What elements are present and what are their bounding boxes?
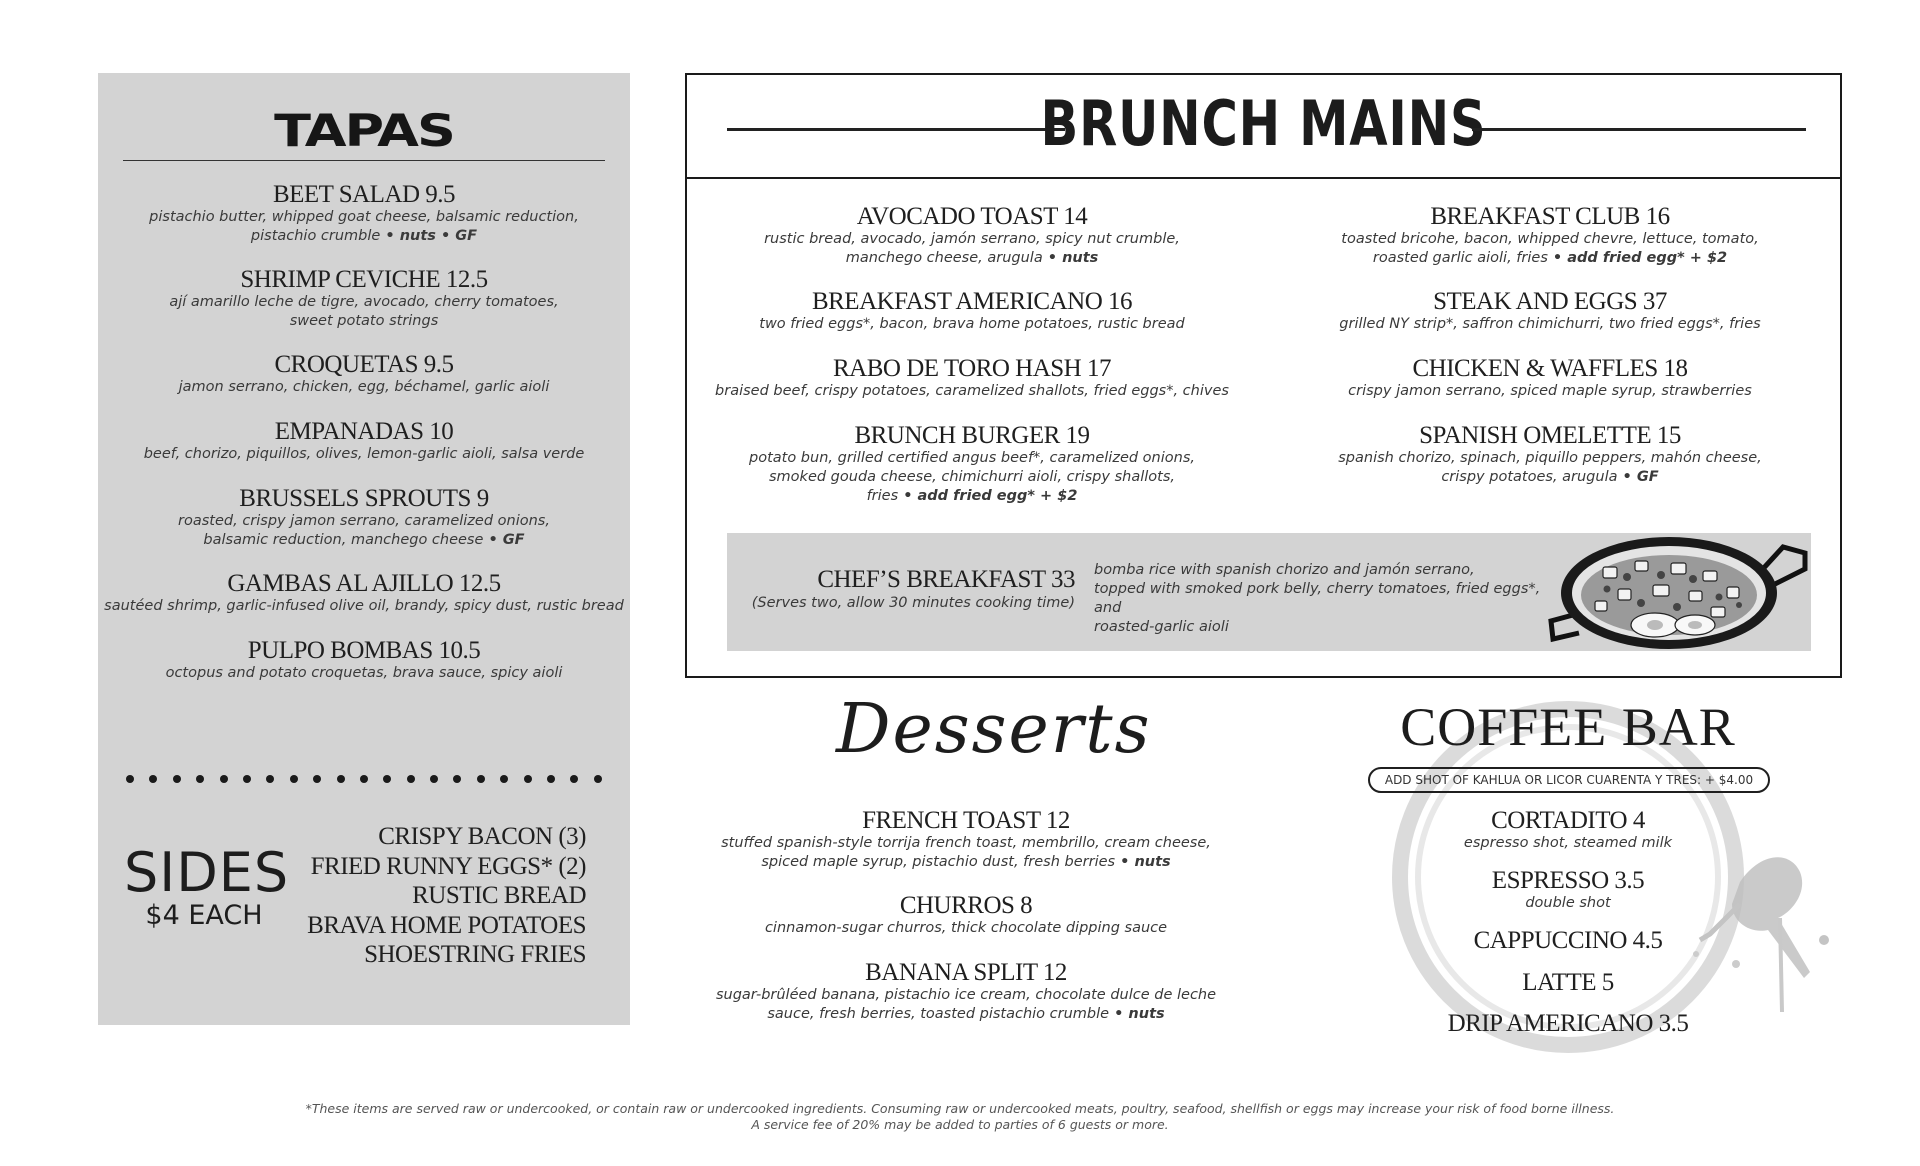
menu-item: [700, 892, 1232, 938]
item-tags: • nuts: [1115, 853, 1171, 870]
sides-list: [307, 822, 586, 970]
item-description: two fried eggs*, bacon, brava home potatoes, rustic bread: [759, 316, 1185, 332]
dot: [407, 775, 415, 783]
dot: [243, 775, 251, 783]
item-description: grilled NY strip*, saffron chimichurri, two fried eggs*, fries: [1339, 316, 1761, 332]
item-description: topped with smoked pork belly, cherry tomatoes, fried eggs*, and: [1094, 580, 1541, 616]
item-description: pistachio crumble: [250, 227, 381, 244]
menu-item: [700, 959, 1232, 1024]
item-name: AVOCADO TOAST 14: [856, 203, 1088, 230]
item-description: sweet potato strings: [289, 312, 439, 329]
side-item: CRISPY BACON (3): [378, 823, 586, 850]
side-item: BRAVA HOME POTATOES: [307, 911, 586, 939]
item-name: PULPO BOMBAS 10.5: [247, 637, 481, 664]
item-description: spanish chorizo, spinach, piquillo peppers, mahón cheese,: [1338, 450, 1762, 466]
dot: [383, 775, 391, 783]
item-name: BANANA SPLIT 12: [865, 959, 1067, 986]
menu-item: [1365, 927, 1771, 954]
dot: [524, 775, 532, 783]
side-item: SHOESTRING FRIES: [364, 941, 586, 968]
brunch-mains-title: BRUNCH MAINS: [1040, 87, 1487, 160]
menu-item: [98, 637, 630, 683]
dot: [173, 775, 181, 783]
dot: [266, 775, 274, 783]
coffee-bar-title: COFFEE BAR: [1400, 697, 1736, 757]
item-name: BEET SALAD 9.5: [272, 181, 456, 208]
menu-item: [1285, 203, 1815, 268]
menu-item: [98, 351, 630, 397]
dot: [430, 775, 438, 783]
item-name: BREAKFAST AMERICANO 16: [811, 288, 1133, 315]
item-description: octopus and potato croquetas, brava sauce, spicy aioli: [165, 665, 563, 681]
item-name: ESPRESSO 3.5: [1491, 867, 1645, 894]
item-name: STEAK AND EGGS 37: [1433, 288, 1667, 315]
item-description: spiced maple syrup, pistachio dust, fresh berries: [761, 853, 1116, 870]
item-name: CORTADITO 4: [1491, 807, 1645, 834]
dot: [360, 775, 368, 783]
item-description: cinnamon-sugar churros, thick chocolate dipping sauce: [764, 920, 1168, 936]
item-name: BRUNCH BURGER 19: [854, 422, 1090, 449]
tapas-divider: [123, 160, 605, 161]
menu-item: [1365, 1010, 1771, 1037]
dot: [290, 775, 298, 783]
item-tags: • add fried egg* + $2: [898, 487, 1078, 504]
menu-item: [1365, 867, 1771, 913]
dot: [547, 775, 555, 783]
item-description: smoked gouda cheese, chimichurri aioli, crispy shallots,: [769, 468, 1175, 485]
menu-item: [1365, 807, 1771, 853]
item-name: BRUSSELS SPROUTS 9: [239, 485, 489, 512]
item-name: SPANISH OMELETTE 15: [1419, 422, 1681, 449]
serving-note: (Serves two, allow 30 minutes cooking time): [751, 595, 1075, 611]
item-name: FRENCH TOAST 12: [862, 807, 1070, 834]
dotted-divider: [126, 773, 602, 785]
desserts-title: Desserts: [836, 690, 1152, 769]
item-name: CHICKEN & WAFFLES 18: [1412, 355, 1688, 382]
dot: [477, 775, 485, 783]
item-tags: • nuts: [1109, 1005, 1165, 1022]
dot: [500, 775, 508, 783]
item-name: GAMBAS AL AJILLO 12.5: [227, 570, 501, 597]
item-description: crispy jamon serrano, spiced maple syrup, strawberries: [1348, 383, 1752, 399]
title-rule-right: [1472, 128, 1806, 131]
item-tags: • nuts: [1042, 249, 1099, 266]
item-description: double shot: [1525, 895, 1611, 911]
item-description: pistachio butter, whipped goat cheese, balsamic reduction,: [149, 209, 579, 225]
dot: [570, 775, 578, 783]
item-description: jamon serrano, chicken, egg, béchamel, garlic aioli: [178, 379, 550, 395]
menu-item: [1285, 422, 1815, 487]
item-name: DRIP AMERICANO 3.5: [1447, 1010, 1689, 1037]
item-description: roasted-garlic aioli: [1094, 618, 1229, 635]
paella-pan-illustration: [1543, 533, 1811, 651]
sides-price: $4 EACH: [145, 900, 263, 931]
raw-food-warning: *These items are served raw or undercooked, or contain raw or undercooked ingredients. Consuming raw or undercooked meats, poultry, seafood, shellfish or eggs may increase your risk of food borne illness.: [305, 1101, 1615, 1116]
item-name: CHEF’S BREAKFAST 33: [817, 566, 1075, 593]
dot: [220, 775, 228, 783]
item-name: CROQUETAS 9.5: [274, 351, 454, 378]
side-item: RUSTIC BREAD: [412, 882, 586, 909]
item-description: potato bun, grilled certified angus beef*, caramelized onions,: [749, 450, 1195, 466]
menu-item: [700, 807, 1232, 872]
item-tags: • add fried egg* + $2: [1547, 249, 1728, 266]
chefs-breakfast-feature: [727, 533, 1811, 651]
menu-item: [707, 288, 1237, 334]
coffee-addon-note: ADD SHOT OF KAHLUA OR LICOR CUARENTA Y TRES: + $4.00: [1368, 767, 1770, 793]
item-tags: • nuts • GF: [380, 227, 478, 244]
item-name: RABO DE TORO HASH 17: [832, 355, 1111, 382]
item-name: EMPANADAS 10: [274, 418, 454, 445]
menu-item: [707, 422, 1237, 506]
tapas-panel: [98, 73, 630, 1025]
item-description: balsamic reduction, manchego cheese: [203, 531, 484, 548]
tapas-title: TAPAS: [274, 105, 454, 157]
item-description: roasted garlic aioli, fries: [1372, 249, 1548, 266]
header-divider: [687, 177, 1840, 179]
item-description: sugar-brûléed banana, pistachio ice cream, chocolate dulce de leche: [715, 987, 1217, 1003]
item-description: manchego cheese, arugula: [845, 249, 1043, 266]
item-name: BREAKFAST CLUB 16: [1430, 203, 1670, 230]
menu-item: [1285, 355, 1815, 401]
item-description: ají amarillo leche de tigre, avocado, cherry tomatoes,: [169, 294, 559, 310]
item-description: roasted, crispy jamon serrano, caramelized onions,: [178, 513, 550, 529]
item-description: espresso shot, steamed milk: [1463, 835, 1673, 851]
item-description: sautéed shrimp, garlic-infused olive oil, brandy, spicy dust, rustic bread: [104, 598, 624, 614]
dot: [313, 775, 321, 783]
dot: [126, 775, 134, 783]
dot: [196, 775, 204, 783]
menu-item: [98, 485, 630, 550]
menu-item: [1365, 969, 1771, 996]
brunch-mains-panel: [685, 73, 1842, 678]
side-item: FRIED RUNNY EGGS* (2): [310, 852, 586, 880]
item-description: sauce, fresh berries, toasted pistachio crumble: [767, 1005, 1110, 1022]
item-name: LATTE 5: [1522, 969, 1614, 996]
service-fee-note: A service fee of 20% may be added to parties of 6 guests or more.: [751, 1117, 1169, 1132]
item-description: toasted bricohe, bacon, whipped chevre, lettuce, tomato,: [1341, 231, 1759, 247]
menu-item: [707, 203, 1237, 268]
dot: [337, 775, 345, 783]
item-tags: • GF: [483, 531, 525, 548]
item-name: CHURROS 8: [899, 892, 1033, 919]
item-name: CAPPUCCINO 4.5: [1473, 927, 1663, 954]
dot: [453, 775, 461, 783]
menu-item: [98, 570, 630, 616]
menu-item: [98, 181, 630, 246]
item-tags: • GF: [1617, 468, 1659, 485]
item-description: stuffed spanish-style torrija french toast, membrillo, cream cheese,: [721, 835, 1211, 851]
menu-item: [707, 355, 1237, 401]
sides-title: SIDES: [124, 841, 290, 904]
item-description: bomba rice with spanish chorizo and jamón serrano,: [1094, 562, 1475, 578]
dot: [149, 775, 157, 783]
item-description: fries: [866, 487, 899, 504]
item-name: SHRIMP CEVICHE 12.5: [240, 266, 488, 293]
item-description: crispy potatoes, arugula: [1441, 468, 1618, 485]
footer-disclaimer: [0, 1101, 1920, 1133]
dot: [594, 775, 602, 783]
item-description: rustic bread, avocado, jamón serrano, spicy nut crumble,: [764, 231, 1180, 247]
menu-item: [98, 418, 630, 464]
item-description: braised beef, crispy potatoes, caramelized shallots, fried eggs*, chives: [715, 383, 1229, 399]
menu-item: [98, 266, 630, 331]
item-description: beef, chorizo, piquillos, olives, lemon-garlic aioli, salsa verde: [143, 446, 585, 462]
menu-item: [1285, 288, 1815, 334]
